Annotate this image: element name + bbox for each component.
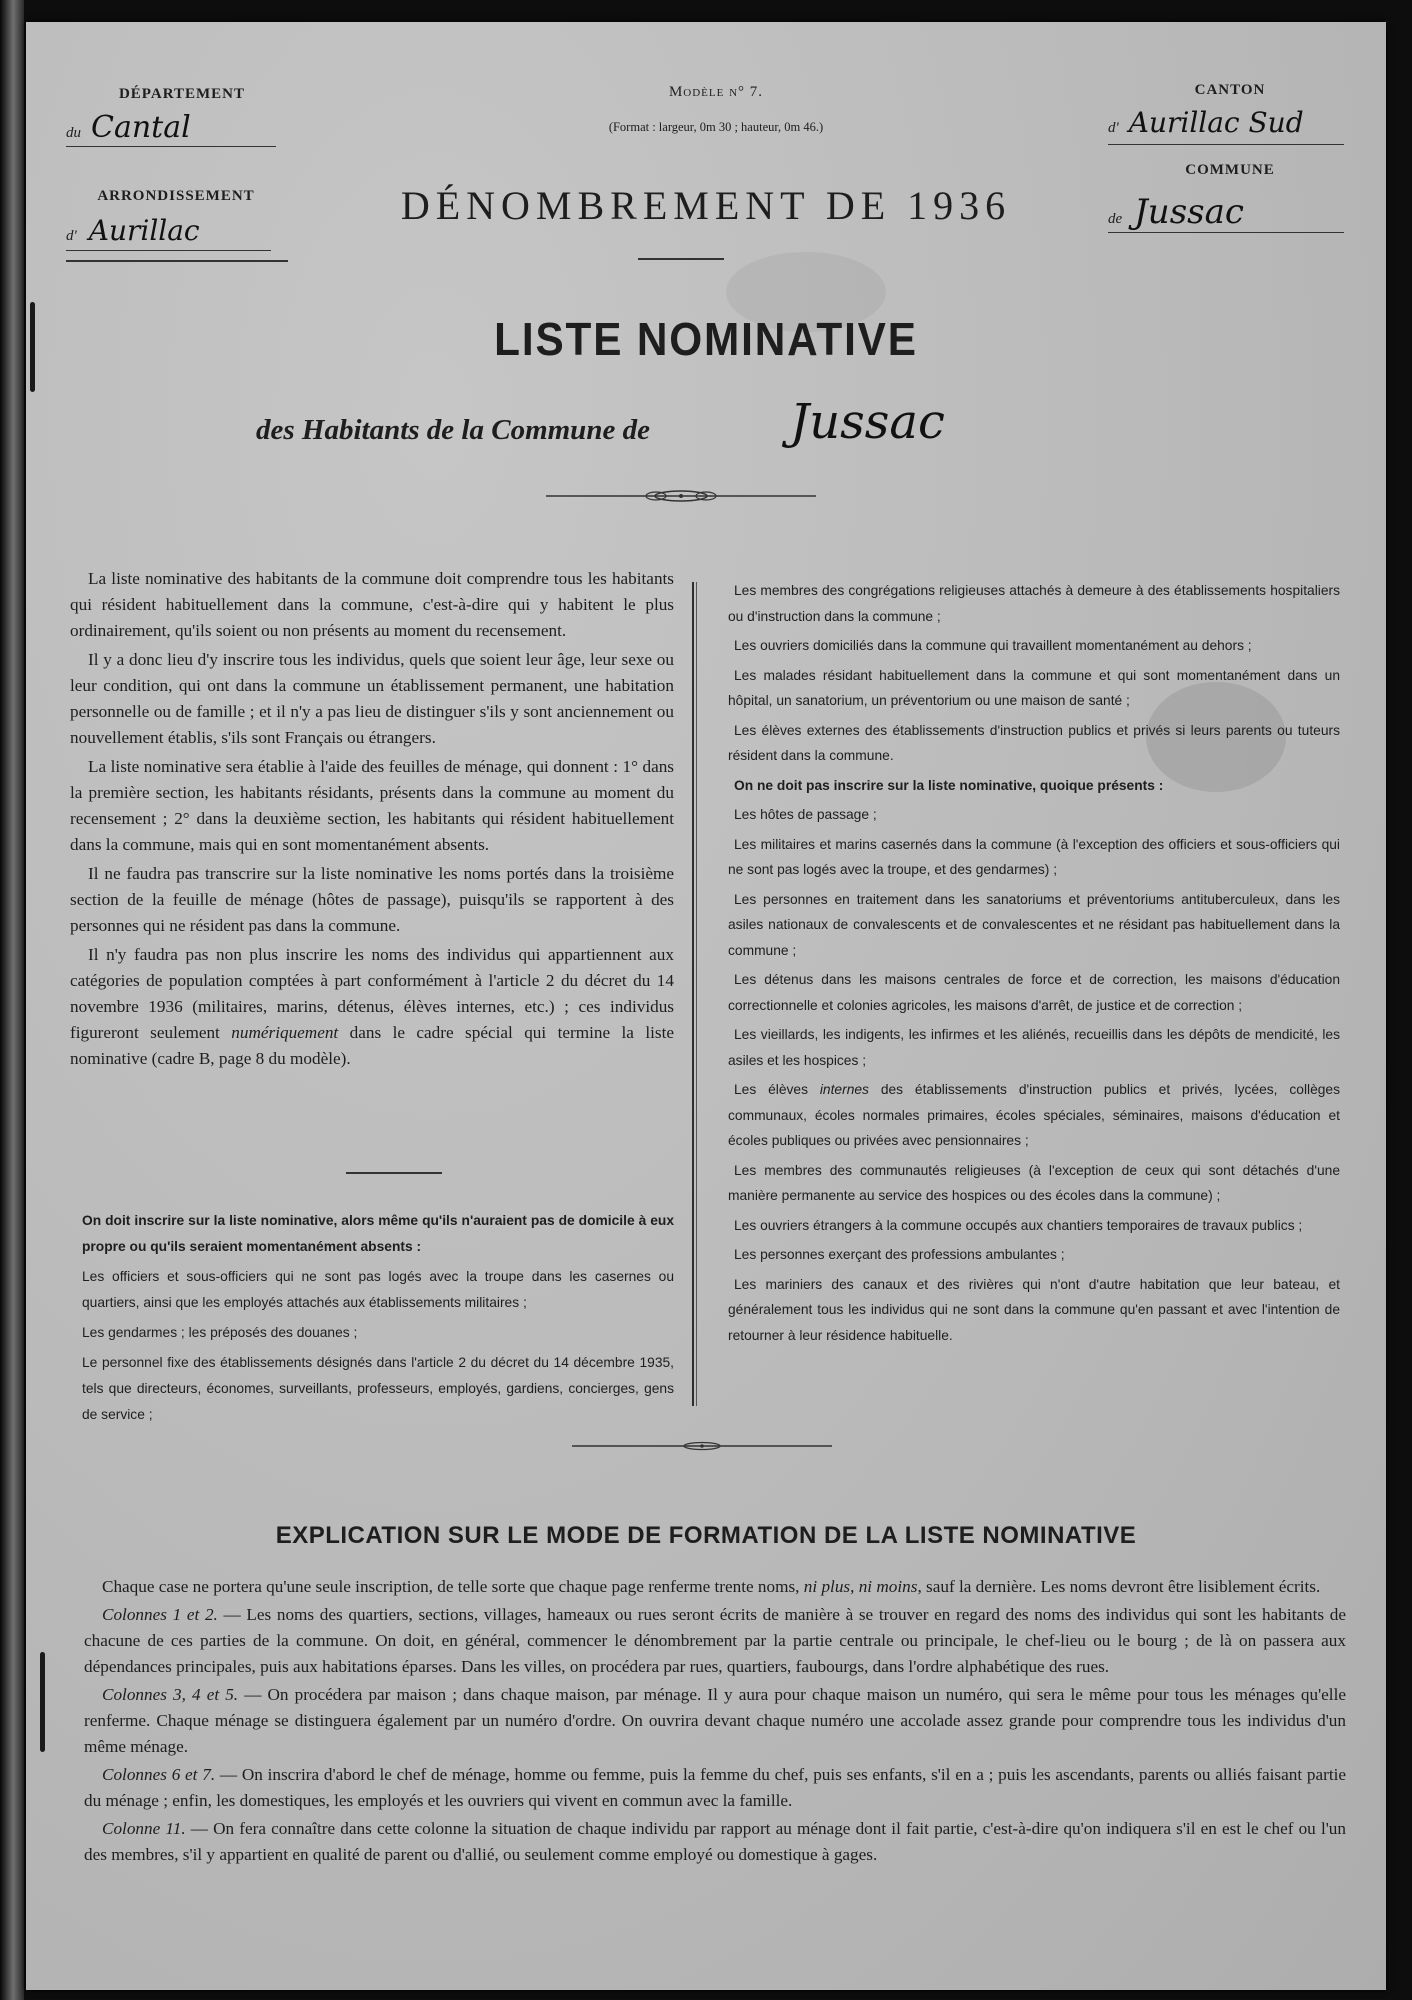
left-list-heading: On doit inscrire sur la liste nominative, alors même qu'ils n'auraient pas de domicile à eux propre ou qu'ils seraient momentanément absents : <box>82 1213 674 1254</box>
commune-value: Jussac <box>1134 192 1244 232</box>
explication-text: , sauf la dernière. Les noms devront être lisiblement écrits. <box>917 1577 1321 1596</box>
subtitle-commune-handwritten: Jussac <box>790 394 945 450</box>
explication-paragraph <box>84 1816 1346 1868</box>
canton-field <box>1108 106 1344 145</box>
left-paragraph <box>70 942 674 1072</box>
explication-text: — On procédera par maison ; dans chaque maison, par ménage. Il y aura pour chaque maison un numéro, qui sera le même pour tous les ménages qu'elle renferme. Chaque ménage se distinguera également par un numéro d'ordre. On ouvrira devant chaque numéro une accolade assez grande pour comprendre tous les individus d'un même ménage. <box>84 1685 1346 1756</box>
left-paragraph-emphasis: numériquement <box>231 1023 339 1042</box>
liste-title: LISTE NOMINATIVE <box>494 313 918 365</box>
right-list-item: Les personnes en traitement dans les sanatoriums et préventoriums antituberculeux, dans les asiles nationaux de convalescents et de convalescentes et ne résidant pas habituellement dans la commune ; <box>728 891 1340 958</box>
right-list-text: Les élèves <box>734 1082 820 1097</box>
canton-label: CANTON <box>1194 82 1266 98</box>
binding-clip <box>40 1652 45 1752</box>
departement-label: DÉPARTEMENT <box>118 86 246 102</box>
left-list-item: Les officiers et sous-officiers qui ne sont pas logés avec la troupe dans les casernes ou quartiers, ainsi que les employés attachés aux établissements militaires ; <box>82 1269 674 1310</box>
departement-field <box>66 110 276 147</box>
explication-emphasis: ni moins <box>858 1577 918 1596</box>
binding-clip <box>30 302 35 392</box>
left-column-rule <box>346 1172 442 1174</box>
header-rule-left <box>66 260 288 262</box>
left-paragraph: Il ne faudra pas transcrire sur la liste nominative les noms portés dans la troisième section de la feuille de ménage (hôtes de passage), puisqu'ils se rapportent à des personnes qui ne résident pas dans la commune. <box>70 864 674 935</box>
binding-edge <box>0 0 24 2000</box>
canton-value: Aurillac Sud <box>1128 106 1304 139</box>
right-list-item: Les détenus dans les maisons centrales de force et de correction, les maisons d'éducation correctionnelle et colonies agricoles, les maisons d'arrêt, de justice et de correction ; <box>728 972 1340 1013</box>
explication-paragraph <box>84 1762 1346 1814</box>
explication-text: — On inscrira d'abord le chef de ménage, homme ou femme, puis la femme du chef, puis ses enfants, s'il en a ; puis les ascendants, parents ou alliés faisant partie du ménage ; enfin, les domestiques, les employés et les ouvriers qui vivent en commun avec la famille. <box>84 1765 1346 1810</box>
right-list-item: Les ouvriers domiciliés dans la commune qui travaillent momentanément au dehors ; <box>734 638 1252 653</box>
commune-prefix: de <box>1108 211 1123 227</box>
right-list-item: Les malades résidant habituellement dans la commune et qui sont momentanément dans un hôpital, un sanatorium, un préventorium ou une maison de santé ; <box>728 667 1340 708</box>
explication-column-label: Colonnes 6 et 7. <box>102 1765 216 1784</box>
ornament-divider-icon <box>546 488 816 504</box>
explication-body <box>84 1574 1346 1870</box>
right-list-item: Les ouvriers étrangers à la commune occupés aux chantiers temporaires de travaux publics ; <box>734 1217 1303 1233</box>
left-paragraph: Il y a donc lieu d'y inscrire tous les individus, quels que soient leur âge, leur sexe ou leur condition, qui ont dans la commune un établissement permanent, une habitation personnelle ou de famille ; et il n'y a pas lieu de distinguer s'ils y sont anciennement ou nouvellement établis, s'ils sont Français ou étrangers. <box>70 650 674 747</box>
ornament-divider-icon <box>572 1440 832 1452</box>
right-list-heading: On ne doit pas inscrire sur la liste nominative, quoique présents : <box>734 777 1164 793</box>
column-divider <box>696 582 697 1406</box>
explication-column-label: Colonnes 3, 4 et 5. <box>102 1685 239 1704</box>
left-list-item: Les gendarmes ; les préposés des douanes ; <box>82 1325 358 1340</box>
arrondissement-value: Aurillac <box>88 214 200 247</box>
title-rule <box>638 258 724 260</box>
right-list-item: Les militaires et marins casernés dans la commune (à l'exception des officiers et sous-officiers qui ne sont pas logés avec la troupe, et des gendarmes) ; <box>728 836 1340 877</box>
explication-text: Chaque case ne portera qu'une seule inscription, de telle sorte que chaque page renferme trente noms, <box>102 1577 804 1596</box>
main-title: DÉNOMBREMENT DE 1936 <box>400 183 1012 228</box>
right-list-item: Les membres des congrégations religieuses attachés à demeure à des établissements hospitaliers ou d'instruction dans la commune ; <box>728 583 1340 624</box>
arrondissement-prefix: d' <box>66 228 77 244</box>
explication-title: EXPLICATION SUR LE MODE DE FORMATION DE LA LISTE NOMINATIVE <box>275 1522 1137 1549</box>
right-list-item: Les mariniers des canaux et des rivières qui n'ont d'autre habitation que leur bateau, et généralement tous les individus qui ne sont dans la commune qu'en passant et avec l'intention de retourner à leur résidence habituelle. <box>728 1276 1340 1343</box>
column-divider <box>692 582 694 1406</box>
departement-value: Cantal <box>91 110 191 145</box>
left-paragraph-text: dans le cadre spécial qui termine la liste nominative (cadre B, page 8 du modèle). <box>70 1023 674 1068</box>
explication-column-label: Colonne 11. <box>102 1819 186 1838</box>
format-note: (Format : largeur, 0m 30 ; hauteur, 0m 46.) <box>608 120 824 134</box>
right-list-item: Les membres des communautés religieuses (à l'exception de ceux qui sont détachés d'une manière permanente au service des hospices ou des écoles dans la commune) ; <box>728 1162 1340 1203</box>
canton-prefix: d' <box>1108 120 1119 136</box>
explication-text: , <box>850 1577 859 1596</box>
explication-emphasis: ni plus <box>803 1577 851 1596</box>
explication-column-label: Colonnes 1 et 2. <box>102 1605 218 1624</box>
right-list-emphasis: internes <box>819 1082 869 1097</box>
left-list-item: Le personnel fixe des établissements désignés dans l'article 2 du décret du 14 décembre 1935, tels que directeurs, économes, surveillants, professeurs, employés, gardiens, concierges, gens de service ; <box>82 1355 674 1422</box>
right-list-item: Les personnes exerçant des professions ambulantes ; <box>734 1247 1065 1262</box>
commune-label: COMMUNE <box>1185 162 1275 178</box>
left-column <box>70 566 674 1075</box>
right-list-item: Les élèves externes des établissements d'instruction publics et privés si leurs parents ou tuteurs résident dans la commune. <box>728 722 1340 763</box>
right-list-item: Les hôtes de passage ; <box>734 807 877 822</box>
right-list-item <box>728 1077 1340 1154</box>
explication-paragraph <box>84 1682 1346 1760</box>
left-paragraph-text: Il n'y faudra pas non plus inscrire les noms des individus qui appartiennent aux catégories de population comptées à part conformément à l'article 2 du décret du 14 novembre 1936 (militaires, marins, détenus, élèves internes, etc.) ; ces individus figureront seulement <box>70 945 674 1042</box>
right-list-text: des établissements d'instruction publics et privés, lycées, collèges communaux, écoles normales primaires, écoles spéciales, séminaires, maisons d'éducation et écoles publiques ou privées avec pensionnaires ; <box>728 1082 1340 1148</box>
right-column <box>728 578 1340 1352</box>
right-list-item: Les vieillards, les indigents, les infirmes et les aliénés, recueillis dans les dépôts de mendicité, les asiles et les hospices ; <box>728 1027 1340 1068</box>
census-form-page <box>26 22 1386 1990</box>
explication-paragraph <box>84 1574 1346 1600</box>
left-paragraph: La liste nominative des habitants de la commune doit comprendre tous les habitants qui résident habituellement dans la commune, c'est-à-dire qui y habitent le plus ordinairement, qu'ils soient ou non présents au moment du recensement. <box>70 569 674 640</box>
explication-text: — On fera connaître dans cette colonne la situation de chaque individu par rapport au ménage dont il fait partie, c'est-à-dire qu'on indiquera s'il en est le chef ou l'un des membres, s'il y appartient en qualité de parent ou d'allié, ou seulement comme employé ou domestique à gages. <box>84 1819 1346 1864</box>
arrondissement-label: ARRONDISSEMENT <box>97 188 255 204</box>
left-paragraph: La liste nominative sera établie à l'aide des feuilles de ménage, qui donnent : 1° dans la première section, les habitants résidants, présents dans la commune au moment du recensement ; 2° dans la deuxième section, les habitants qui résident habituellement dans la commune, mais qui en sont momentanément absents. <box>70 757 674 854</box>
explication-paragraph <box>84 1602 1346 1680</box>
modele-number: Modèle n° 7. <box>668 84 764 100</box>
subtitle: des Habitants de la Commune de <box>256 414 650 446</box>
left-column-list <box>82 1208 674 1432</box>
explication-text: — Les noms des quartiers, sections, villages, hameaux ou rues seront écrits de manière à se trouver en regard des noms des individus qui sont les habitants de chacune de ces parties de la commune. On doit, en général, commencer le dénombrement par la partie centrale ou principale, le chef-lieu ou le bourg ; de là on passera aux dépendances principales, puis aux habitations éparses. Dans les villes, on procédera par rues, quartiers, faubourgs, dans l'ordre alphabétique des rues. <box>84 1605 1347 1676</box>
departement-prefix: du <box>66 125 81 141</box>
